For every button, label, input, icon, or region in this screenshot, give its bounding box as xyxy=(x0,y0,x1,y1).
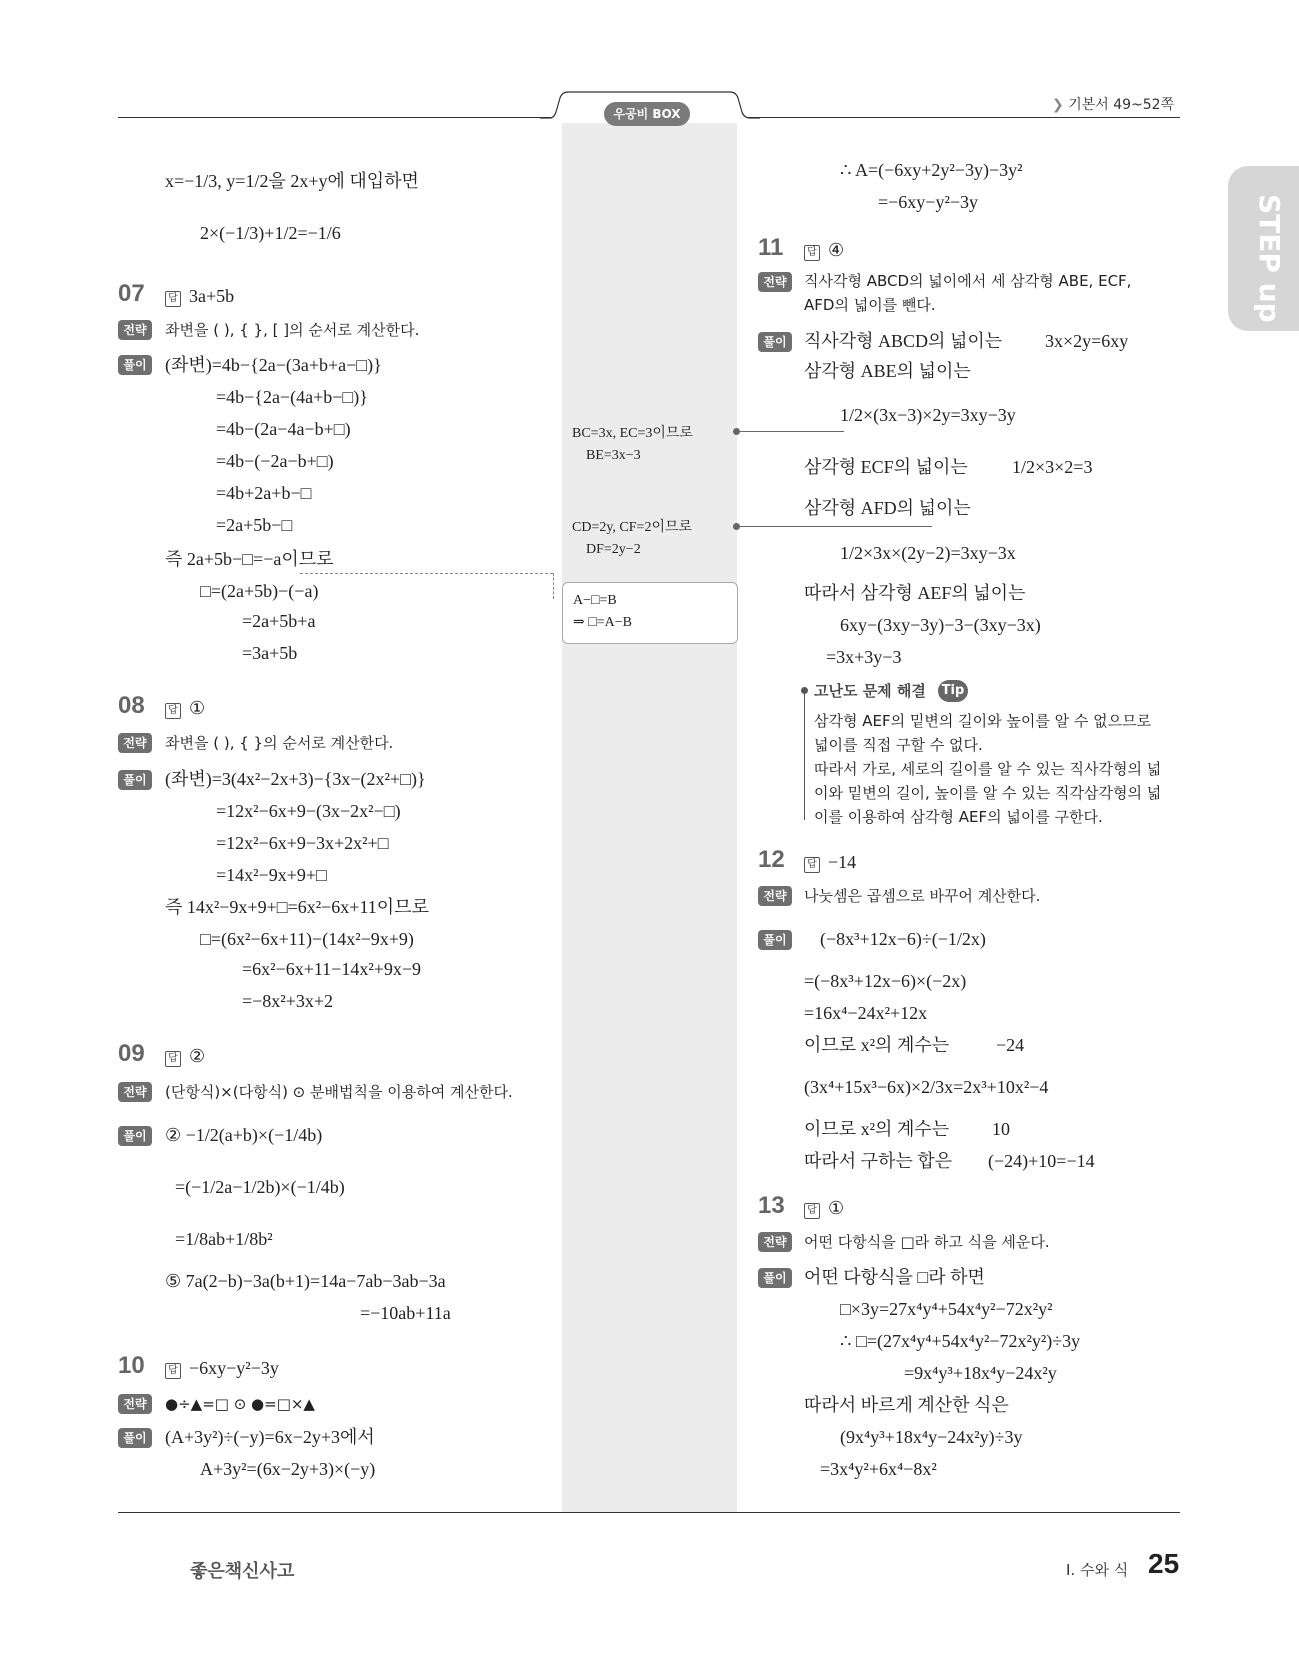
tip-line: 이를 이용하여 삼각형 AEF의 넓이를 구한다. xyxy=(814,808,1103,826)
solution-line: =3a+5b xyxy=(242,643,298,663)
solution-line: =−10ab+11a xyxy=(360,1303,451,1323)
solution-line: =6x²−6x+11−14x²+9x−9 xyxy=(242,959,422,979)
solution-line: ⑤ 7a(2−b)−3a(b+1)=14a−7ab−3ab−3a xyxy=(165,1271,446,1291)
side-note: ⇒ □=A−B xyxy=(573,615,632,630)
solution-line: 따라서 삼각형 AEF의 넓이는 xyxy=(804,583,1026,603)
tip-rule xyxy=(804,690,805,820)
tip-title: 고난도 문제 해결 xyxy=(814,682,926,700)
footer-chapter: Ⅰ. 수와 식 xyxy=(1066,1561,1129,1579)
side-note-box xyxy=(562,582,738,644)
answer-icon: 답 xyxy=(804,857,820,873)
solution-line: (9x⁴y³+18x⁴y−24x²y)÷3y xyxy=(840,1427,1023,1447)
solution-line: 즉 2a+5b−□=−a이므로 xyxy=(165,549,334,569)
solution-line: (좌변)=4b−{2a−(3a+b+a−□)} xyxy=(165,355,382,375)
answer: ④ xyxy=(828,240,845,260)
answer-icon: 답 xyxy=(165,291,181,307)
solution-line: =(−1/2a−1/2b)×(−1/4b) xyxy=(175,1177,345,1197)
solution-line: 1/2×3×2=3 xyxy=(1012,457,1093,477)
solution-line: 1/2×(3x−3)×2y=3xy−3y xyxy=(840,405,1016,425)
solution-line: =4b−(2a−4a−b+□) xyxy=(216,419,351,439)
answer: ① xyxy=(189,698,206,718)
solution-line: =4b+2a+b−□ xyxy=(216,483,312,503)
solution-line: =−6xy−y²−3y xyxy=(878,192,979,212)
problem-number: 12 xyxy=(758,846,785,873)
answer: ① xyxy=(828,1198,845,1218)
solution-line: 3x×2y=6xy xyxy=(1045,331,1129,351)
solution-line: 따라서 구하는 합은 xyxy=(804,1151,953,1171)
connector-line xyxy=(300,573,553,575)
solution-line: ∴ □=(27x⁴y⁴+54x⁴y²−72x²y²)÷3y xyxy=(840,1331,1081,1351)
solution-line: 1/2×3x×(2y−2)=3xy−3x xyxy=(840,543,1016,563)
footer-rule xyxy=(118,1512,1180,1513)
box-label: 우공비 BOX xyxy=(604,102,690,126)
solution-line: =2a+5b−□ xyxy=(216,515,293,535)
chevron-right-icon: ❯ xyxy=(1052,97,1064,113)
solution-tag: 풀이 xyxy=(758,1268,792,1288)
solution-line: 6xy−(3xy−3y)−3−(3xy−3x) xyxy=(840,615,1041,635)
solution-line: =(−8x³+12x−6)×(−2x) xyxy=(804,971,967,991)
solution-line: =−8x²+3x+2 xyxy=(242,991,334,1011)
answer: ② xyxy=(189,1046,206,1066)
solution-line: =12x²−6x+9−3x+2x²+□ xyxy=(216,833,389,853)
tip-line: 따라서 가로, 세로의 길이를 알 수 있는 직사각형의 넓 xyxy=(814,760,1162,778)
problem-number: 10 xyxy=(118,1352,145,1379)
solution-line: 이므로 x²의 계수는 xyxy=(804,1119,950,1139)
tip-dot xyxy=(801,687,808,694)
solution-line: A+3y²=(6x−2y+3)×(−y) xyxy=(200,1459,376,1479)
connector-line xyxy=(553,573,555,599)
solution-line: =3x⁴y²+6x⁴−8x² xyxy=(820,1459,937,1479)
solution-line: 이므로 x²의 계수는 xyxy=(804,1035,950,1055)
solution-line: ∴ A=(−6xy+2y²−3y)−3y² xyxy=(840,160,1023,180)
header-ref: ❯ 기본서 49~52쪽 xyxy=(1052,97,1175,113)
answer-icon: 답 xyxy=(165,1363,181,1379)
solution-line: (−8x³+12x−6)÷(−1/2x) xyxy=(820,929,986,949)
solution-line: 10 xyxy=(992,1119,1010,1139)
answer: −6xy−y²−3y xyxy=(189,1358,279,1378)
answer-icon: 답 xyxy=(165,1051,181,1067)
side-note: CD=2y, CF=2이므로 xyxy=(572,520,693,535)
strategy-tag: 전략 xyxy=(118,320,152,340)
solution-line: =3x+3y−3 xyxy=(826,647,902,667)
solution-tag: 풀이 xyxy=(118,1428,152,1448)
side-note: A−□=B xyxy=(573,593,617,608)
solution-tag: 풀이 xyxy=(118,355,152,375)
solution-line: (−24)+10=−14 xyxy=(988,1151,1095,1171)
strategy-text: (단항식)×(다항식) ⊙ 분배법칙을 이용하여 계산한다. xyxy=(165,1083,513,1101)
strategy-text: 나눗셈은 곱셈으로 바꾸어 계산한다. xyxy=(804,887,1041,905)
solution-tag: 풀이 xyxy=(758,332,792,352)
solution-line: (A+3y²)÷(−y)=6x−2y+3에서 xyxy=(165,1427,375,1447)
solution-line: =12x²−6x+9−(3x−2x²−□) xyxy=(216,801,401,821)
problem-number: 13 xyxy=(758,1192,785,1219)
strategy-tag: 전략 xyxy=(758,886,792,906)
solution-line: 어떤 다항식을 □라 하면 xyxy=(804,1267,985,1287)
solution-line: 삼각형 ABE의 넓이는 xyxy=(804,361,971,381)
tip-line: 넓이를 직접 구할 수 없다. xyxy=(814,736,983,754)
solution-line: 직사각형 ABCD의 넓이는 xyxy=(804,331,1003,351)
step-up-tab xyxy=(1228,166,1299,331)
solution-line: 따라서 바르게 계산한 식은 xyxy=(804,1395,1009,1415)
solution-line: =1/8ab+1/8b² xyxy=(175,1229,273,1249)
solution-line: 즉 14x²−9x+9+□=6x²−6x+11이므로 xyxy=(165,897,429,917)
tip-line: 이와 밑변의 길이, 높이를 알 수 있는 직각삼각형의 넓 xyxy=(814,784,1162,802)
side-note: BC=3x, EC=3이므로 xyxy=(572,426,693,441)
connector-dot xyxy=(733,523,740,530)
tip-line: 삼각형 AEF의 밑변의 길이와 높이를 알 수 없으므로 xyxy=(814,712,1152,730)
side-note: DF=2y−2 xyxy=(586,542,641,557)
solution-line: (좌변)=3(4x²−2x+3)−{3x−(2x²+□)} xyxy=(165,769,426,789)
solution-line: =4b−{2a−(4a+b−□)} xyxy=(216,387,368,407)
solution-line: □=(6x²−6x+11)−(14x²−9x+9) xyxy=(200,929,414,949)
solution-line: −24 xyxy=(996,1035,1025,1055)
strategy-text: 좌변을 ( ), { }, [ ]의 순서로 계산한다. xyxy=(165,321,420,339)
answer: 3a+5b xyxy=(189,286,235,306)
solution-line: 삼각형 AFD의 넓이는 xyxy=(804,498,971,518)
strategy-text: AFD의 넓이를 뺀다. xyxy=(804,296,936,314)
strategy-tag: 전략 xyxy=(118,733,152,753)
solution-line: (3x⁴+15x³−6x)×2/3x=2x³+10x²−4 xyxy=(804,1077,1049,1097)
solution-line: =2a+5b+a xyxy=(242,611,316,631)
answer-icon: 답 xyxy=(804,245,820,261)
strategy-tag: 전략 xyxy=(118,1394,152,1414)
solution-line: =4b−(−2a−b+□) xyxy=(216,451,334,471)
footer-brand: 좋은책신사고 xyxy=(190,1561,295,1582)
solution-line: =14x²−9x+9+□ xyxy=(216,865,327,885)
solution-line: □×3y=27x⁴y⁴+54x⁴y²−72x²y² xyxy=(840,1299,1053,1319)
problem-number: 11 xyxy=(758,234,784,261)
strategy-text: 좌변을 ( ), { }의 순서로 계산한다. xyxy=(165,734,394,752)
side-column xyxy=(562,123,737,1513)
problem-number: 09 xyxy=(118,1040,145,1067)
solution-line: 삼각형 ECF의 넓이는 xyxy=(804,457,968,477)
problem-number: 07 xyxy=(118,280,145,307)
step-up-label: STEP up xyxy=(1253,194,1286,323)
strategy-text: ●÷▲=□ ⊙ ●=□×▲ xyxy=(165,1395,315,1413)
connector-line xyxy=(736,526,932,527)
solution-line: □=(2a+5b)−(−a) xyxy=(200,581,319,601)
solution-line: ② −1/2(a+b)×(−1/4b) xyxy=(165,1125,323,1145)
answer-icon: 답 xyxy=(804,1203,820,1219)
connector-line xyxy=(736,431,844,432)
solution-tag: 풀이 xyxy=(118,1126,152,1146)
strategy-text: 직사각형 ABCD의 넓이에서 세 삼각형 ABE, ECF, xyxy=(804,272,1132,290)
intro-line-2: 2×(−1/3)+1/2=−1/6 xyxy=(200,223,341,243)
tip-badge: Tip xyxy=(938,680,968,702)
answer-icon: 답 xyxy=(165,703,181,719)
strategy-tag: 전략 xyxy=(118,1082,152,1102)
problem-number: 08 xyxy=(118,692,145,719)
strategy-tag: 전략 xyxy=(758,1232,792,1252)
intro-line-1: x=−1/3, y=1/2을 2x+y에 대입하면 xyxy=(165,171,419,191)
side-note: BE=3x−3 xyxy=(586,448,641,463)
page-number: 25 xyxy=(1148,1548,1180,1579)
solution-tag: 풀이 xyxy=(118,770,152,790)
strategy-tag: 전략 xyxy=(758,272,792,292)
strategy-text: 어떤 다항식을 □라 하고 식을 세운다. xyxy=(804,1233,1050,1251)
solution-tag: 풀이 xyxy=(758,930,792,950)
solution-line: =16x⁴−24x²+12x xyxy=(804,1003,928,1023)
answer: −14 xyxy=(828,852,857,872)
connector-dot xyxy=(733,428,740,435)
solution-line: =9x⁴y³+18x⁴y−24x²y xyxy=(904,1363,1057,1383)
